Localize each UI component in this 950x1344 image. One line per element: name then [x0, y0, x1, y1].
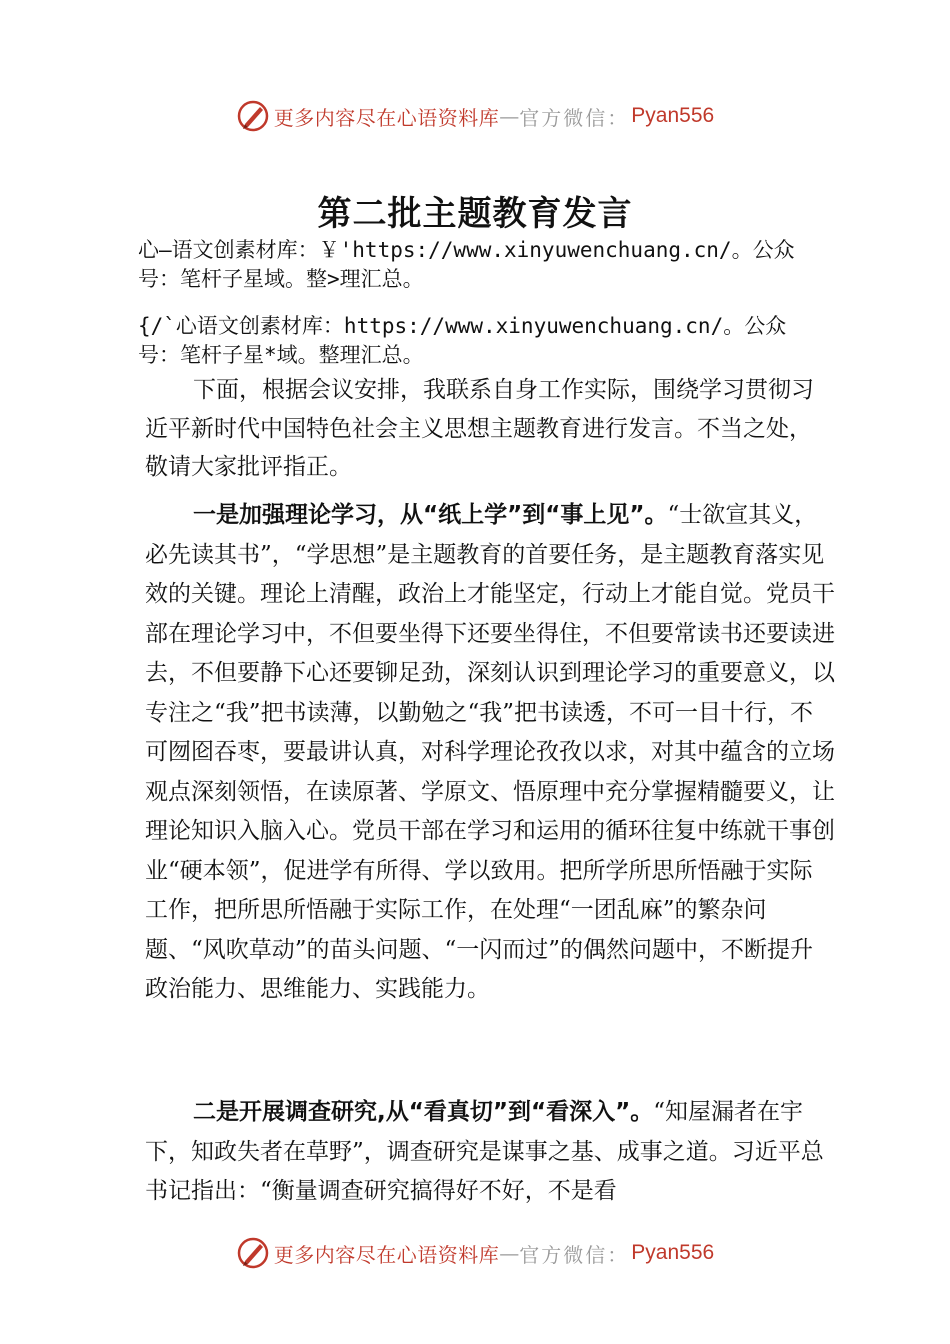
banner-wechat-id: Pyan556: [631, 1241, 715, 1264]
section-lead: 二是开展调查研究,从“看真切”到“看深入”。: [193, 1099, 654, 1125]
banner-separator: —: [499, 104, 520, 128]
section-body: “知屋漏者在宇下，知政失者在草野”，调查研究是谋事之基、成事之道。习近平总书记指出：“衡量调查研究搞得好不好，不是看: [145, 1099, 824, 1204]
section-body: “士欲宣其义，必先读其书”，“学思想”是主题教育的首要任务，是主题教育落实见效的关键。理论上清醒，政治上才能坚定，行动上才能自觉。党员干部在理论学习中，不但要坐得下还要坐得住，不但要常读书还要读进去，不但要静下心还要铆足劲，深刻认识到理论学习的重要意义，以专注之“我”把书读薄，以勤勉之“我”把书读透，不可一目十行，不可囫囵吞枣，要最讲认真，对科学理论孜孜以求，对其中蕴含的立场观点深刻领悟，在读原著、学原文、悟原理中充分掌握精髓要义，让理论知识入脑入心。党员干部在学习和运用的循环往复中练就干事创业“硬本领”，促进学有所得、学以致用。把所学所思所悟融于实际工作，把所思所悟融于实际工作，在处理“一团乱麻”的繁杂问题、“风吹草动”的苗头问题、“一闪而过”的偶然问题中，不断提升政治能力、思维能力、实践能力。: [145, 502, 835, 1002]
banner-wechat-label: 官方微信：: [519, 105, 630, 130]
banner-wechat-id: Pyan556: [631, 104, 715, 127]
banner-text: 更多内容尽在心语资料库: [273, 105, 500, 130]
section-paragraph: [145, 496, 835, 1010]
header-watermark-banner: [0, 96, 950, 136]
banner-text: 更多内容尽在心语资料库: [273, 1242, 500, 1267]
section-lead: 一是加强理论学习，从“纸上学”到“事上见”。: [193, 502, 668, 528]
pen-logo-icon: [236, 1236, 270, 1270]
banner-wechat-label: 官方微信：: [519, 1242, 630, 1267]
section-paragraph: [145, 1093, 835, 1212]
intro-paragraph: 下面，根据会议安排，我联系自身工作实际，围绕学习贯彻习近平新时代中国特色社会主义思想主题教育进行发言。不当之处，敬请大家批评指正。: [145, 377, 814, 480]
source-note: 心—语文创素材库：￥'https://www.xinyuwenchuang.cn/。公众号：笔杆子星域。整>理汇总。: [138, 238, 795, 291]
document-title: 第二批主题教育发言: [317, 194, 633, 234]
banner-separator: —: [499, 1241, 520, 1265]
footer-watermark-banner: [0, 1233, 950, 1273]
pen-logo-icon: [236, 99, 270, 133]
source-note: {/`心语文创素材库：https://www.xinyuwenchuang.cn/。公众号：笔杆子星*域。整理汇总。: [138, 314, 787, 367]
